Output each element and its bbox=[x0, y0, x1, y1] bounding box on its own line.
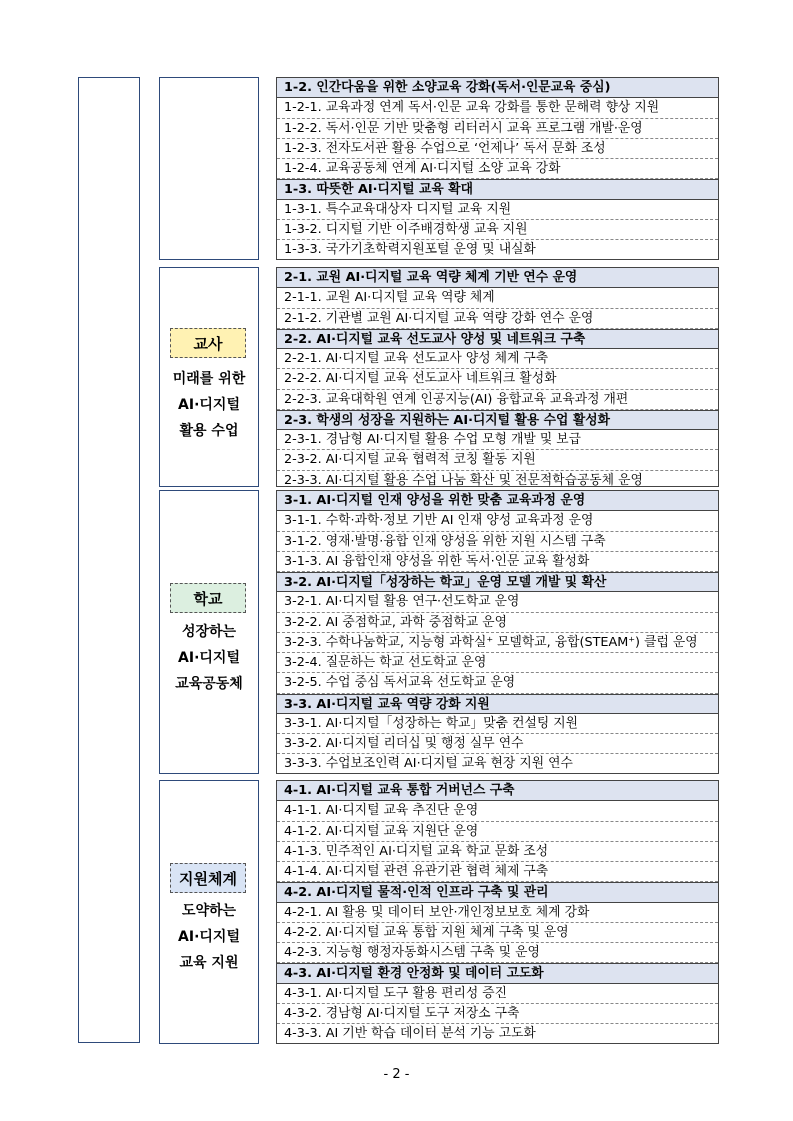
category-title: 교사 bbox=[170, 328, 246, 358]
category-description-line: AI·디지털 bbox=[178, 650, 240, 666]
task-item: 1-2-4. 교육공동체 연계 AI·디지털 소양 교육 강화 bbox=[277, 159, 718, 179]
strategy-heading: 2-3. 학생의 성장을 지원하는 AI·디지털 활용 수업 활성화 bbox=[277, 410, 718, 430]
task-item: 1-3-2. 디지털 기반 이주배경학생 교육 지원 bbox=[277, 220, 718, 240]
task-item: 2-1-1. 교원 AI·디지털 교육 역량 체계 bbox=[277, 288, 718, 308]
task-item: 3-2-2. AI 중점학교, 과학 중점학교 운영 bbox=[277, 613, 718, 633]
task-item: 3-1-3. AI 융합인재 양성을 위한 독서·인문 교육 활성화 bbox=[277, 552, 718, 572]
section-4-items bbox=[276, 780, 719, 1044]
task-item: 1-3-3. 국가기초학력지원포털 운영 및 내실화 bbox=[284, 242, 536, 257]
strategy-heading: 3-1. AI·디지털 인재 양성을 위한 맞춤 교육과정 운영 bbox=[277, 491, 718, 511]
strategy-heading: 3-3. AI·디지털 교육 역량 강화 지원 bbox=[277, 694, 718, 714]
task-item: 2-3-3. AI·디지털 활용 수업 나눔 확산 및 전문적학습공동체 운영 bbox=[284, 472, 643, 488]
task-item: 2-1-2. 기관별 교원 AI·디지털 교육 역량 강화 연수 운영 bbox=[277, 309, 718, 329]
strategy-heading: 2-1. 교원 AI·디지털 교육 역량 체계 기반 연수 운영 bbox=[277, 268, 718, 288]
task-item: 4-2-1. AI 활용 및 데이터 보안·개인정보보호 체계 강화 bbox=[277, 903, 718, 923]
task-item: 4-2-3. 지능형 행정자동화시스템 구축 및 운영 bbox=[277, 943, 718, 963]
category-description-line: 교육 지원 bbox=[179, 955, 239, 971]
task-item: 1-2-2. 독서·인문 기반 맞춤형 리터러시 교육 프로그램 개발·운영 bbox=[277, 119, 718, 139]
strategy-heading: 4-3. AI·디지털 환경 안정화 및 데이터 고도화 bbox=[277, 963, 718, 983]
category-title: 지원체계 bbox=[170, 863, 246, 893]
strategy-heading: 1-3. 따뜻한 AI·디지털 교육 확대 bbox=[277, 179, 718, 199]
strategy-heading: 1-2. 인간다움을 위한 소양교육 강화(독서·인문교육 중심) bbox=[277, 78, 718, 98]
category-description-line: 미래를 위한 bbox=[172, 371, 246, 387]
category-panel bbox=[159, 77, 259, 260]
task-item: 3-1-2. 영재·발명·융합 인재 양성을 위한 지원 시스템 구축 bbox=[277, 532, 718, 552]
strategy-heading: 3-2. AI·디지털「성장하는 학교」운영 모델 개발 및 확산 bbox=[277, 572, 718, 592]
task-item: 4-1-1. AI·디지털 교육 추진단 운영 bbox=[277, 801, 718, 821]
category-description-line: 성장하는 bbox=[181, 624, 237, 640]
category-description-line: 도약하는 bbox=[181, 903, 237, 919]
section-3-items bbox=[276, 490, 719, 774]
category-description-line: 교육공동체 bbox=[175, 676, 243, 692]
category-panel bbox=[159, 490, 259, 774]
section-1-items bbox=[276, 77, 719, 260]
task-item: 3-3-3. 수업보조인력 AI·디지털 교육 현장 지원 연수 bbox=[284, 756, 573, 772]
task-item: 2-2-1. AI·디지털 교육 선도교사 양성 체계 구축 bbox=[277, 349, 718, 369]
task-item: 2-3-2. AI·디지털 교육 협력적 코칭 활동 지원 bbox=[277, 450, 718, 470]
category-description-line: 활용 수업 bbox=[179, 423, 239, 439]
task-item: 1-2-1. 교육과정 연계 독서·인문 교육 강화를 통한 문해력 향상 지원 bbox=[277, 98, 718, 118]
outer-frame bbox=[78, 77, 140, 1043]
task-item: 4-3-3. AI 기반 학습 데이터 분석 기능 고도화 bbox=[284, 1026, 536, 1041]
task-item: 3-2-4. 질문하는 학교 선도학교 운영 bbox=[277, 653, 718, 673]
task-item: 2-3-1. 경남형 AI·디지털 활용 수업 모형 개발 및 보급 bbox=[277, 430, 718, 450]
category-panel bbox=[159, 780, 259, 1044]
task-item: 1-2-3. 전자도서관 활용 수업으로 ‘언제나’ 독서 문화 조성 bbox=[277, 139, 718, 159]
task-item: 3-3-2. AI·디지털 리더십 및 행정 실무 연수 bbox=[277, 734, 718, 754]
task-item: 4-1-3. 민주적인 AI·디지털 교육 학교 문화 조성 bbox=[277, 842, 718, 862]
category-panel bbox=[159, 267, 259, 487]
task-item: 2-2-2. AI·디지털 교육 선도교사 네트워크 활성화 bbox=[277, 369, 718, 389]
category-title: 학교 bbox=[170, 583, 246, 613]
task-item: 2-2-3. 교육대학원 연계 인공지능(AI) 융합교육 교육과정 개편 bbox=[277, 390, 718, 410]
strategy-heading: 4-1. AI·디지털 교육 통합 거버넌스 구축 bbox=[277, 781, 718, 801]
task-item: 4-1-2. AI·디지털 교육 지원단 운영 bbox=[277, 822, 718, 842]
page-number: - 2 - bbox=[383, 1067, 410, 1082]
task-item: 4-1-4. AI·디지털 관련 유관기관 협력 체제 구축 bbox=[277, 862, 718, 882]
task-item: 3-1-1. 수학·과학·정보 기반 AI 인재 양성 교육과정 운영 bbox=[277, 511, 718, 531]
category-description-line: AI·디지털 bbox=[178, 397, 240, 413]
task-item: 4-3-1. AI·디지털 도구 활용 편리성 증진 bbox=[277, 984, 718, 1004]
task-item: 3-3-1. AI·디지털「성장하는 학교」맞춤 컨설팅 지원 bbox=[277, 714, 718, 734]
task-item: 3-2-1. AI·디지털 활용 연구·선도학교 운영 bbox=[277, 592, 718, 612]
task-item: 3-2-5. 수업 중심 독서교육 선도학교 운영 bbox=[277, 673, 718, 693]
strategy-heading: 4-2. AI·디지털 물적·인적 인프라 구축 및 관리 bbox=[277, 882, 718, 902]
category-description-line: AI·디지털 bbox=[178, 929, 240, 945]
task-item: 1-3-1. 특수교육대상자 디지털 교육 지원 bbox=[277, 200, 718, 220]
task-item: 3-2-3. 수학나눔학교, 지능형 과학실⁺ 모델학교, 융합(STEAM⁺) 클럽 운영 bbox=[277, 633, 718, 653]
task-item: 4-2-2. AI·디지털 교육 통합 지원 체계 구축 및 운영 bbox=[277, 923, 718, 943]
section-2-items bbox=[276, 267, 719, 487]
strategy-heading: 2-2. AI·디지털 교육 선도교사 양성 및 네트워크 구축 bbox=[277, 329, 718, 349]
task-item: 4-3-2. 경남형 AI·디지털 도구 저장소 구축 bbox=[277, 1004, 718, 1024]
